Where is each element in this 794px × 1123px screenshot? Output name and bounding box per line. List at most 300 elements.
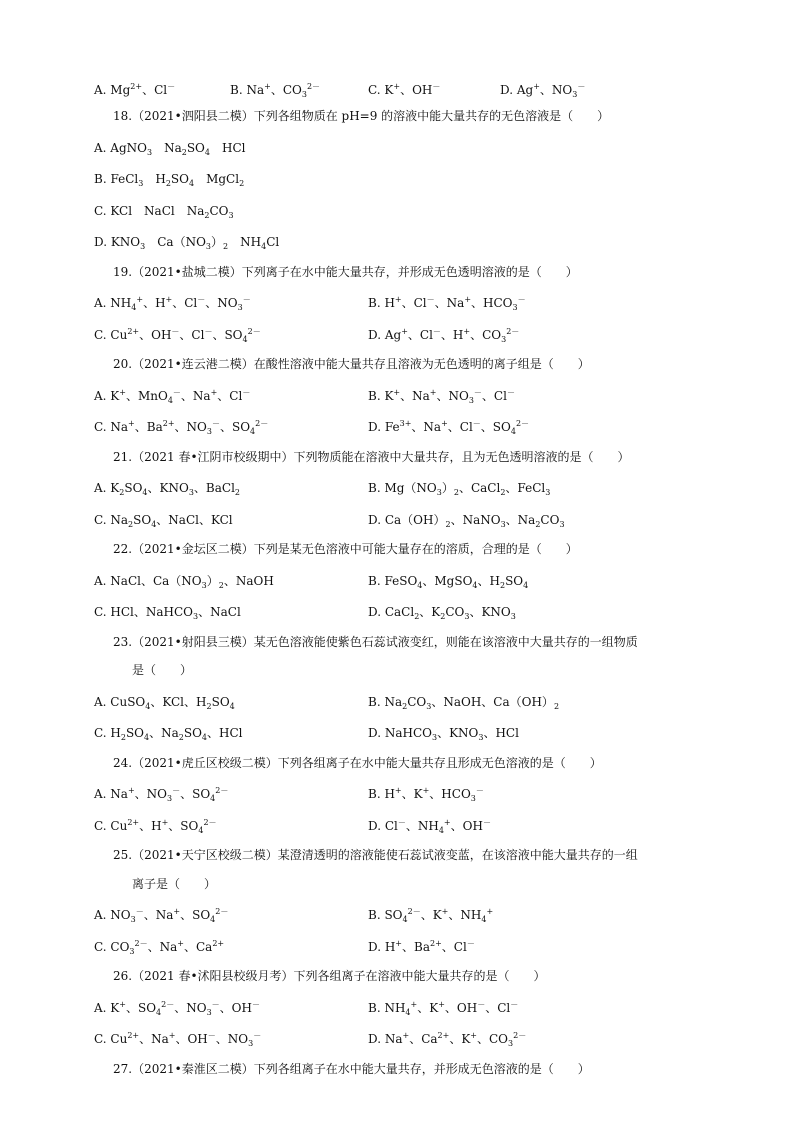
- option-row: [0, 229, 794, 255]
- formula-superscript: －: [253, 1031, 262, 1040]
- formula-subscript: 3: [431, 733, 438, 742]
- formula-text: Cl: [384, 818, 398, 833]
- option-d: [368, 322, 519, 348]
- question-source: （2021•金坛区二模）: [132, 542, 254, 556]
- formula-superscript: +: [422, 786, 430, 795]
- formula-subscript: 3: [201, 580, 207, 590]
- formula-superscript: 2－: [161, 999, 175, 1009]
- formula-text: 、Ca: [409, 1032, 438, 1046]
- formula-text: 、Ba: [134, 420, 163, 434]
- formula-text: 、Na: [147, 939, 178, 954]
- formula-superscript: +: [210, 387, 218, 397]
- formula-text: 、Cl: [407, 327, 433, 342]
- formula-text: SO: [211, 694, 230, 709]
- option-letter: B.: [230, 83, 247, 97]
- option-row: [0, 322, 794, 348]
- formula-text: 、Na: [505, 512, 536, 527]
- formula-text: 、Cl: [172, 296, 198, 310]
- question-stem: [0, 444, 794, 470]
- option-b: [368, 568, 528, 594]
- formula-text: H: [143, 172, 166, 186]
- formula-superscript: －: [242, 387, 251, 397]
- formula-text: K: [384, 388, 394, 403]
- formula-subscript: 2: [119, 488, 125, 497]
- formula-text: Na: [384, 694, 403, 709]
- option-row: [0, 135, 794, 161]
- question-stem: [0, 629, 794, 655]
- formula-superscript: 2－: [215, 907, 229, 916]
- option-a: [94, 995, 260, 1021]
- option-a: [94, 77, 175, 103]
- formula-superscript: +: [128, 419, 135, 428]
- formula-subscript: 3: [478, 733, 484, 742]
- formula-text: 、Cl: [447, 420, 473, 434]
- formula-text: 、NO: [174, 1000, 207, 1015]
- formula-text: 、KNO: [469, 605, 511, 619]
- question-stem: [0, 536, 794, 562]
- option-b: [368, 902, 493, 928]
- formula-text: 、OH: [175, 1032, 208, 1046]
- option-c: [94, 198, 234, 224]
- formula-text: 、CO: [470, 327, 502, 342]
- formula-text: CO: [407, 694, 427, 709]
- formula-text: 、H: [477, 573, 500, 588]
- question-text: 下列物质能在溶液中大量共存，且为无色透明溶液的是（ ）: [293, 449, 630, 464]
- option-letter: B.: [368, 1000, 385, 1015]
- formula-text: 、K: [449, 1032, 471, 1046]
- formula-superscript: +: [173, 907, 181, 916]
- formula-subscript: 3: [468, 395, 474, 405]
- option-letter: A.: [94, 481, 111, 495]
- formula-text: 、NO: [215, 1032, 249, 1046]
- formula-subscript: 2: [453, 488, 459, 497]
- formula-text: SO: [384, 908, 403, 922]
- formula-text: NO: [110, 908, 131, 922]
- formula-text: 、H: [143, 296, 166, 310]
- question-number: 26.: [113, 969, 133, 983]
- formula-text: Cu: [110, 327, 128, 342]
- option-row: [0, 166, 794, 192]
- option-letter: A.: [94, 1000, 111, 1015]
- formula-superscript: －: [472, 419, 481, 428]
- formula-subscript: 3: [501, 334, 507, 344]
- option-row: [0, 1026, 794, 1052]
- formula-text: 、Ba: [402, 939, 430, 954]
- formula-text: Ca（NO: [145, 235, 206, 249]
- formula-text: 、CaCl: [458, 481, 501, 495]
- option-a: [94, 135, 245, 161]
- option-letter: B.: [368, 296, 385, 310]
- option-letter: B.: [368, 388, 385, 403]
- option-letter: D.: [368, 726, 385, 740]
- formula-superscript: +: [443, 817, 451, 827]
- question-text: 下列各组物质在 pH=9 的溶液中能大量共存的无色溶液是（ ）: [253, 109, 610, 123]
- formula-text: 、CO: [477, 1032, 509, 1046]
- formula-subscript: 4: [405, 1007, 411, 1017]
- option-letter: C.: [94, 327, 111, 342]
- formula-text: SO: [505, 573, 524, 588]
- formula-superscript: 2+: [127, 326, 140, 336]
- formula-text: AgNO: [110, 140, 147, 155]
- formula-subscript: 4: [142, 488, 148, 497]
- formula-subscript: 4: [523, 580, 529, 590]
- question-stem-continued: 离子是（ ）: [132, 876, 217, 891]
- question-source: （2021•连云港二模）: [132, 357, 254, 371]
- formula-subscript: 3: [572, 90, 578, 99]
- formula-subscript: 2: [223, 242, 229, 251]
- formula-text: 、HCO: [471, 296, 513, 310]
- formula-superscript: +: [533, 82, 540, 91]
- formula-text: 、SO: [180, 787, 211, 801]
- question-number: 24.: [113, 755, 133, 770]
- option-letter: B.: [368, 481, 385, 495]
- option-letter: D.: [368, 1032, 385, 1046]
- formula-superscript: +: [165, 295, 173, 304]
- question-number: 18.: [113, 109, 133, 123]
- formula-superscript: +: [264, 82, 271, 91]
- question-stem: [0, 103, 794, 129]
- question-stem: [0, 351, 794, 377]
- formula-subscript: 3: [206, 427, 212, 436]
- formula-subscript: 2: [165, 179, 171, 188]
- formula-text: ）: [206, 573, 219, 588]
- option-c: [94, 813, 217, 839]
- formula-subscript: 3: [508, 1039, 514, 1048]
- option-letter: B.: [368, 908, 385, 922]
- formula-text: K: [110, 481, 120, 495]
- formula-superscript: +: [402, 1031, 410, 1040]
- option-row: [0, 507, 794, 533]
- option-letter: A.: [94, 388, 111, 403]
- formula-subscript: 3: [206, 1007, 212, 1017]
- question-text: 下列各组离子在水中能大量共存，并形成无色溶液的是（ ）: [253, 1061, 590, 1076]
- question-number: 25.: [113, 848, 133, 862]
- formula-superscript: +: [401, 326, 408, 336]
- option-letter: D.: [368, 512, 385, 527]
- option-row: [0, 813, 794, 839]
- formula-text: 、Cl: [217, 388, 243, 403]
- option-letter: D.: [368, 327, 385, 342]
- question-stem: [0, 750, 794, 776]
- option-row: [0, 77, 794, 103]
- option-letter: C.: [368, 83, 385, 97]
- formula-superscript: －: [466, 938, 475, 948]
- formula-text: 、OH: [444, 1000, 478, 1015]
- formula-subscript: 4: [210, 794, 216, 803]
- option-letter: C.: [94, 420, 111, 434]
- formula-subscript: 3: [129, 946, 135, 956]
- option-row: [0, 720, 794, 746]
- formula-text: 、KCl、H: [150, 694, 207, 709]
- formula-text: 、K: [420, 908, 442, 922]
- formula-subscript: 2: [218, 580, 224, 590]
- formula-text: 、HCl: [483, 726, 519, 740]
- formula-subscript: 2: [128, 519, 134, 529]
- formula-text: 、NO: [436, 388, 469, 403]
- formula-text: 、NH: [405, 818, 439, 833]
- formula-superscript: +: [168, 1031, 176, 1040]
- formula-superscript: 2－: [306, 82, 321, 91]
- formula-text: Cu: [110, 818, 128, 833]
- formula-subscript: 4: [402, 915, 408, 924]
- formula-text: ）: [441, 481, 454, 495]
- option-c: [94, 414, 268, 440]
- formula-superscript: －: [167, 82, 176, 91]
- formula-text: 、Cl: [441, 939, 467, 954]
- option-a: [94, 568, 274, 594]
- formula-subscript: 4: [510, 427, 516, 436]
- option-a: [94, 902, 228, 928]
- formula-text: 、OH: [219, 1000, 252, 1015]
- formula-superscript: 2+: [127, 1031, 140, 1040]
- formula-text: Cu: [110, 1032, 128, 1046]
- formula-text: 、NO: [134, 787, 167, 801]
- formula-text: HCl、NaHCO: [110, 605, 194, 619]
- formula-text: 、MgSO: [422, 573, 473, 588]
- formula-text: 、Na: [411, 420, 442, 434]
- formula-text: SO: [133, 512, 152, 527]
- formula-text: FeCl: [110, 172, 139, 186]
- question-source: （2021 春•沭阳县校级月考）: [132, 969, 294, 983]
- formula-text: Ag: [384, 327, 402, 342]
- formula-text: 、H: [440, 327, 464, 342]
- question-stem: [0, 963, 794, 989]
- formula-text: 、NaOH: [223, 573, 274, 588]
- formula-text: HCl: [209, 140, 246, 155]
- option-letter: B.: [94, 172, 111, 186]
- formula-text: K: [110, 1000, 120, 1015]
- formula-superscript: +: [394, 295, 402, 304]
- option-d: [368, 720, 519, 746]
- formula-superscript: +: [395, 938, 402, 948]
- formula-text: 、NaCl、KCl: [156, 512, 233, 527]
- formula-subscript: 4: [472, 580, 478, 590]
- formula-subscript: 3: [500, 519, 506, 529]
- formula-superscript: －: [211, 419, 220, 428]
- formula-text: H: [384, 787, 395, 801]
- formula-superscript: 2－: [215, 786, 229, 795]
- option-row: [0, 198, 794, 224]
- formula-text: FeSO: [384, 573, 418, 588]
- option-letter: C.: [94, 203, 111, 218]
- formula-superscript: +: [486, 907, 494, 916]
- formula-text: CuSO: [110, 694, 146, 709]
- formula-text: ）: [211, 235, 224, 249]
- formula-text: SO: [125, 726, 145, 740]
- formula-subscript: 3: [426, 701, 432, 711]
- question-number: 19.: [113, 264, 133, 279]
- option-b: [230, 77, 320, 103]
- formula-text: Na: [384, 1032, 403, 1046]
- formula-superscript: +: [161, 817, 169, 827]
- formula-text: Ag: [516, 83, 534, 97]
- option-letter: A.: [94, 694, 111, 709]
- formula-text: 、HCl: [207, 726, 243, 740]
- formula-superscript: 2+: [127, 817, 140, 827]
- formula-text: 、Cl: [481, 388, 507, 403]
- formula-subscript: 3: [512, 303, 518, 312]
- formula-text: Na: [152, 140, 182, 155]
- option-row: [0, 934, 794, 960]
- formula-subscript: 2: [204, 210, 210, 220]
- formula-text: 、KNO: [437, 726, 479, 740]
- formula-text: 、SO: [212, 327, 243, 342]
- formula-text: SO: [186, 140, 205, 155]
- formula-text: 、SO: [180, 908, 211, 922]
- formula-text: 、K: [417, 1000, 439, 1015]
- option-b: [368, 290, 526, 316]
- formula-subscript: 3: [205, 242, 212, 251]
- formula-subscript: 4: [261, 242, 267, 251]
- formula-subscript: 3: [545, 488, 551, 497]
- formula-text: Cl: [266, 235, 280, 249]
- option-b: [368, 995, 518, 1021]
- formula-text: 、Ca: [183, 939, 213, 954]
- formula-superscript: +: [464, 295, 472, 304]
- formula-superscript: +: [470, 1031, 477, 1040]
- formula-superscript: 2－: [247, 326, 261, 336]
- formula-superscript: －: [242, 295, 251, 304]
- formula-superscript: －: [172, 387, 181, 397]
- question-number: 22.: [113, 542, 133, 556]
- question-source: （2021•盐城二模）: [132, 264, 242, 279]
- formula-superscript: －: [204, 326, 213, 336]
- formula-subscript: 2: [414, 612, 420, 621]
- formula-subscript: 4: [417, 580, 423, 590]
- option-c: [94, 322, 261, 348]
- formula-text: SO: [124, 481, 143, 495]
- formula-text: Ca（OH）: [384, 512, 446, 527]
- option-c: [94, 720, 243, 746]
- formula-subscript: 2: [120, 733, 126, 742]
- formula-subscript: 3: [470, 794, 476, 803]
- option-letter: B.: [368, 694, 385, 709]
- question-source: （2021•射阳县三模）: [132, 634, 254, 649]
- formula-superscript: +: [438, 999, 445, 1009]
- formula-text: Fe: [384, 420, 400, 434]
- option-d: [368, 1026, 526, 1052]
- formula-superscript: －: [426, 295, 435, 304]
- formula-text: 、NO: [174, 420, 207, 434]
- formula-text: 、Cl: [179, 327, 205, 342]
- formula-superscript: －: [475, 786, 484, 795]
- formula-subscript: 3: [559, 519, 565, 529]
- formula-subscript: 2: [402, 701, 408, 711]
- formula-text: NaHCO: [384, 726, 432, 740]
- formula-text: Mg: [110, 83, 131, 97]
- formula-subscript: 4: [229, 701, 235, 711]
- option-b: [368, 383, 515, 409]
- formula-subscript: 2: [239, 179, 245, 188]
- option-letter: C.: [94, 1032, 111, 1046]
- option-letter: D.: [500, 83, 517, 97]
- formula-subscript: 3: [301, 90, 307, 99]
- formula-text: 、NaCl: [198, 605, 241, 619]
- option-d: [368, 599, 516, 625]
- option-row: [0, 902, 794, 928]
- question-stem: [0, 1056, 794, 1082]
- formula-subscript: 3: [188, 488, 194, 497]
- option-b: [368, 781, 484, 807]
- option-row: [0, 599, 794, 625]
- formula-subscript: 3: [436, 488, 442, 497]
- formula-text: 、H: [139, 818, 162, 833]
- formula-text: 、OH: [400, 83, 433, 97]
- formula-superscript: 2+: [212, 938, 225, 948]
- question-stem: [0, 842, 794, 868]
- formula-subscript: 4: [156, 1007, 162, 1017]
- formula-text: 、NO: [205, 296, 238, 310]
- question-source: （2021•秦淮区二模）: [132, 1061, 254, 1076]
- formula-subscript: 2: [178, 733, 184, 742]
- formula-text: 、Na: [434, 296, 465, 310]
- formula-text: 、NaNO: [450, 512, 501, 527]
- formula-superscript: 3+: [399, 419, 412, 428]
- option-d: [368, 813, 491, 839]
- formula-text: 、Cl: [401, 296, 427, 310]
- question-source: （2021•泗阳县二模）: [132, 109, 254, 123]
- formula-superscript: +: [394, 786, 402, 795]
- formula-subscript: 4: [201, 733, 208, 742]
- formula-subscript: 4: [131, 303, 137, 312]
- formula-text: CaCl: [384, 605, 415, 619]
- formula-text: Na: [110, 512, 129, 527]
- option-letter: A.: [94, 296, 111, 310]
- formula-text: Na: [246, 83, 265, 97]
- formula-text: 、SO: [480, 420, 511, 434]
- formula-subscript: 2: [206, 701, 212, 711]
- question-text: 下列各组离子在溶液中能大量共存的是（ ）: [293, 969, 546, 983]
- formula-text: Mg（NO: [384, 481, 437, 495]
- option-b: [368, 475, 550, 501]
- formula-superscript: 2－: [513, 1031, 527, 1040]
- formula-text: 、SO: [168, 818, 199, 833]
- option-row: [0, 568, 794, 594]
- formula-text: 、Cl: [485, 1000, 511, 1015]
- question-text: 下列各组离子在水中能大量共存且形成无色溶液的是（ ）: [277, 755, 602, 770]
- formula-subscript: 3: [130, 915, 136, 924]
- formula-subscript: 4: [198, 825, 204, 835]
- question-number: 20.: [113, 357, 133, 371]
- option-c: [94, 1026, 261, 1052]
- option-c: [94, 934, 224, 960]
- formula-subscript: 3: [138, 179, 144, 188]
- formula-subscript: 2: [181, 147, 187, 157]
- formula-text: 、OH: [450, 818, 483, 833]
- formula-superscript: +: [441, 419, 448, 428]
- formula-superscript: －: [477, 999, 486, 1009]
- formula-superscript: －: [473, 387, 482, 397]
- formula-superscript: 2+: [429, 938, 442, 948]
- option-letter: D.: [368, 939, 385, 954]
- formula-subscript: 3: [237, 303, 243, 312]
- question-number: 27.: [113, 1061, 133, 1076]
- option-c: [94, 507, 233, 533]
- option-b: [94, 166, 244, 192]
- formula-text: NH: [110, 296, 132, 310]
- formula-text: SO: [170, 172, 189, 186]
- formula-text: 、CO: [270, 83, 302, 97]
- formula-superscript: －: [482, 817, 491, 827]
- formula-text: H: [384, 939, 396, 954]
- formula-text: K: [110, 388, 120, 403]
- formula-text: 、Na: [149, 726, 179, 740]
- formula-text: CO: [110, 939, 130, 954]
- formula-text: 、Na: [143, 908, 174, 922]
- option-row: [0, 414, 794, 440]
- formula-text: SO: [183, 726, 202, 740]
- question-text: 某澄清透明的溶液能使石蕊试液变蓝，在该溶液中能大量共存的一组: [277, 848, 638, 862]
